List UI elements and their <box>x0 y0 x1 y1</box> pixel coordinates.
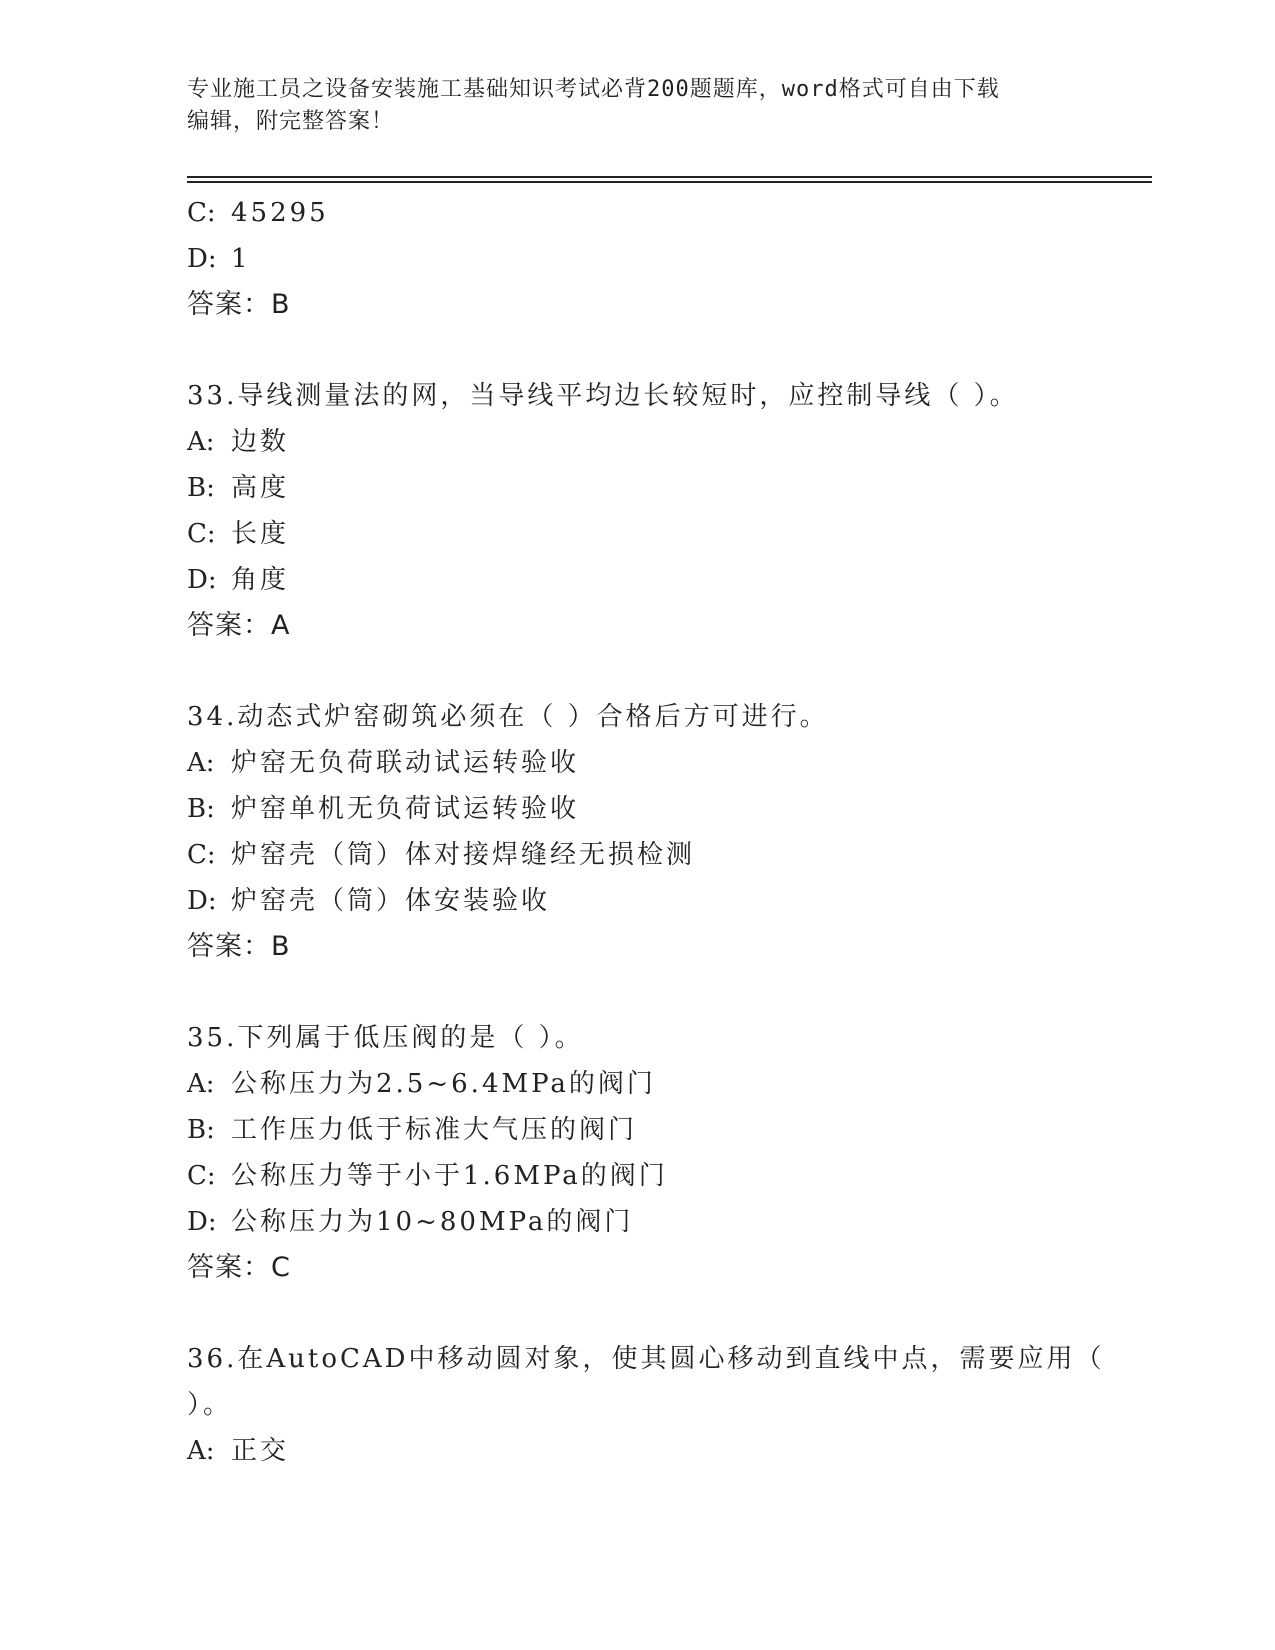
option-c <box>187 190 1087 236</box>
question-block-34 <box>187 694 1087 970</box>
option-text: 炉窑单机无负荷试运转验收 <box>231 794 580 824</box>
option-key: D: <box>187 244 217 274</box>
option-key: B: <box>187 794 215 824</box>
spacer <box>187 649 1087 694</box>
option-text: 长度 <box>231 519 290 549</box>
option-key: C: <box>187 519 216 549</box>
option-text: 工作压力低于标准大气压的阀门 <box>231 1115 638 1145</box>
option-key: C: <box>187 840 216 870</box>
answer-line: 答案：B <box>187 289 291 320</box>
option-c <box>187 511 1087 557</box>
header-divider-top <box>187 176 1152 178</box>
option-d <box>187 878 1087 924</box>
option-text: 炉窑壳（筒）体对接焊缝经无损检测 <box>231 840 696 870</box>
question-stem: 36.在AutoCAD中移动圆对象，使其圆心移动到直线中点，需要应用（ <box>187 1344 1105 1374</box>
option-text: 角度 <box>231 565 290 595</box>
option-b <box>187 465 1087 511</box>
spacer <box>187 970 1087 1015</box>
option-text: 炉窑无负荷联动试运转验收 <box>231 748 580 778</box>
option-key: A: <box>187 748 215 778</box>
option-text: 高度 <box>231 473 290 503</box>
option-text: 边数 <box>231 427 290 457</box>
question-block-36 <box>187 1336 1105 1474</box>
header-title-line-1: 专业施工员之设备安装施工基础知识考试必背200题题库，word格式可自由下载 <box>187 77 1000 102</box>
option-a <box>187 1061 1087 1107</box>
question-stem: 34.动态式炉窑砌筑必须在（ ）合格后方可进行。 <box>187 702 829 732</box>
header-title-line-2: 编辑，附完整答案！ <box>187 109 395 134</box>
option-key: B: <box>187 473 215 503</box>
option-key: A: <box>187 427 215 457</box>
option-text: 45295 <box>231 198 329 228</box>
question-block-33 <box>187 373 1087 649</box>
option-key: A: <box>187 1069 215 1099</box>
spacer <box>187 1291 1087 1336</box>
question-stem: 33.导线测量法的网，当导线平均边长较短时，应控制导线（ ）。 <box>187 381 1019 411</box>
option-key: B: <box>187 1115 215 1145</box>
answer-line: 答案：A <box>187 610 291 641</box>
spacer <box>187 328 1087 373</box>
option-text: 1 <box>231 244 251 274</box>
option-key: A: <box>187 1436 215 1466</box>
option-key: C: <box>187 1161 216 1191</box>
option-key: D: <box>187 1207 217 1237</box>
question-stem-continued: ）。 <box>187 1390 233 1420</box>
page-header <box>187 74 1087 138</box>
option-key: C: <box>187 198 216 228</box>
question-stem: 35.下列属于低压阀的是（ ）。 <box>187 1023 584 1053</box>
option-a <box>187 419 1087 465</box>
option-d <box>187 1199 1087 1245</box>
option-text: 公称压力为10~80MPa的阀门 <box>231 1207 634 1237</box>
question-block-35 <box>187 1015 1087 1291</box>
option-c <box>187 1153 1087 1199</box>
option-text: 炉窑壳（筒）体安装验收 <box>231 886 551 916</box>
option-c <box>187 832 1087 878</box>
option-text: 正交 <box>231 1436 290 1466</box>
question-list <box>187 190 1105 1474</box>
question-block-32 <box>187 190 1087 328</box>
option-d <box>187 236 1087 282</box>
option-text: 公称压力等于小于1.6MPa的阀门 <box>231 1161 668 1191</box>
header-divider-bottom <box>187 181 1152 183</box>
option-b <box>187 786 1087 832</box>
option-d <box>187 557 1087 603</box>
option-a <box>187 1428 1087 1474</box>
option-text: 公称压力为2.5~6.4MPa的阀门 <box>231 1069 656 1099</box>
option-b <box>187 1107 1087 1153</box>
answer-line: 答案：B <box>187 931 291 962</box>
answer-line: 答案：C <box>187 1252 291 1283</box>
option-a <box>187 740 1087 786</box>
option-key: D: <box>187 565 217 595</box>
option-key: D: <box>187 886 217 916</box>
